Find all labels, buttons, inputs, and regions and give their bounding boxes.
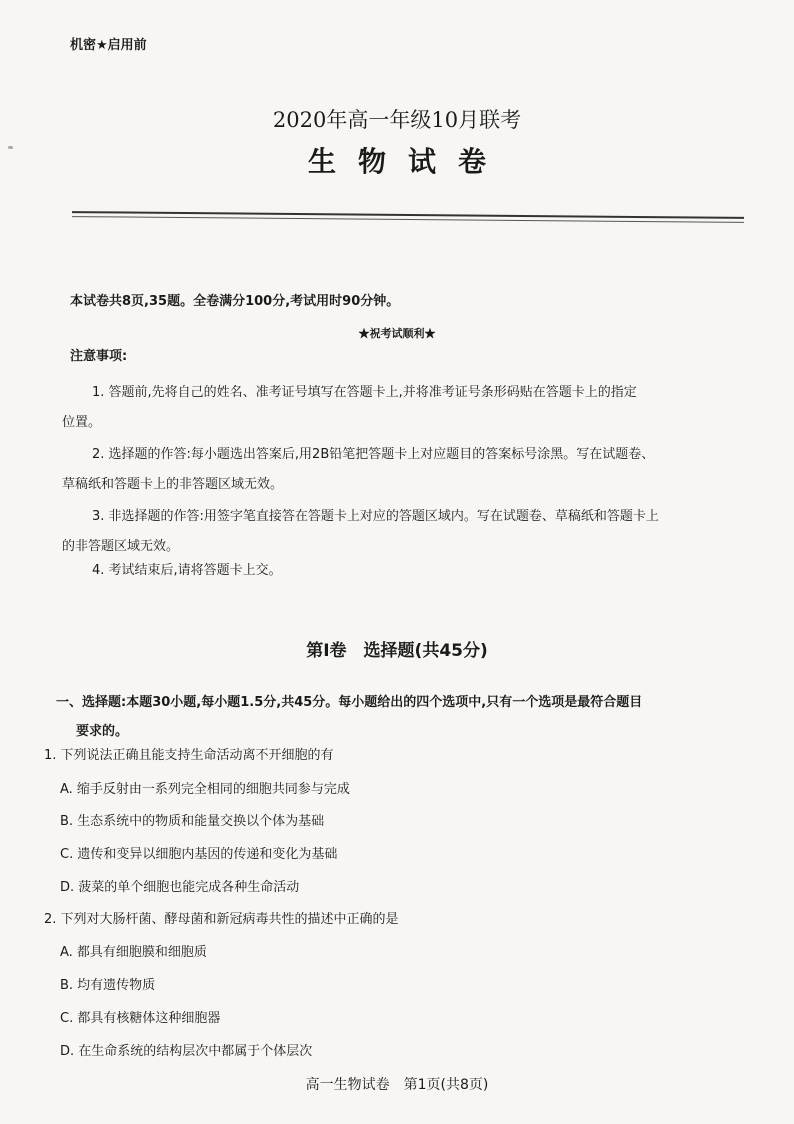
question-option: C. 都具有核糖体这种细胞器: [60, 1011, 221, 1026]
exam-title: 2020年高一年级10月联考: [272, 108, 522, 132]
question-stem: 1. 下列说法正确且能支持生命活动离不开细胞的有: [44, 748, 334, 763]
exam-intro: 本试卷共8页,35题。全卷满分100分,考试用时90分钟。: [70, 294, 400, 309]
note-item: 2. 选择题的作答:每小题选出答案后,用2B铅笔把答题卡上对应题目的答案标号涂黑。写在试题卷、 草稿纸和答题卡上的非答题区域无效。: [62, 447, 655, 492]
good-luck-line: ★祝考试顺利★: [358, 327, 436, 340]
section-title: 第Ⅰ卷 选择题(共45分): [306, 641, 488, 661]
question-option: B. 均有遗传物质: [60, 978, 156, 993]
note-item: 1. 答题前,先将自己的姓名、准考证号填写在答题卡上,并将准考证号条形码贴在答题卡上的指定 位置。: [62, 385, 637, 430]
question-option: B. 生态系统中的物质和能量交换以个体为基础: [60, 814, 325, 829]
question-option: C. 遗传和变异以细胞内基因的传递和变化为基础: [60, 847, 338, 862]
question-option: A. 都具有细胞膜和细胞质: [60, 945, 207, 960]
confidential-label: 机密★启用前: [70, 38, 147, 53]
note-item: 3. 非选择题的作答:用签字笔直接答在答题卡上对应的答题区域内。写在试题卷、草稿纸和答题卡上 的非答题区域无效。: [62, 509, 659, 554]
question-option: A. 缩手反射由一系列完全相同的细胞共同参与完成: [60, 782, 350, 797]
subject-title: 生物试卷: [307, 145, 508, 178]
notes-heading: 注意事项:: [70, 349, 128, 364]
question-option: D. 菠菜的单个细胞也能完成各种生命活动: [60, 880, 300, 895]
question-stem: 2. 下列对大肠杆菌、酵母菌和新冠病毒共性的描述中正确的是: [44, 912, 399, 927]
note-item: 4. 考试结束后,请将答题卡上交。: [92, 563, 282, 578]
page-footer: 高一生物试卷 第1页(共8页): [305, 1077, 489, 1093]
question-option: D. 在生命系统的结构层次中都属于个体层次: [60, 1044, 313, 1059]
section-instructions: 一、选择题:本题30小题,每小题1.5分,共45分。每小题给出的四个选项中,只有一个选项是最符合题目 要求的。: [56, 695, 643, 739]
